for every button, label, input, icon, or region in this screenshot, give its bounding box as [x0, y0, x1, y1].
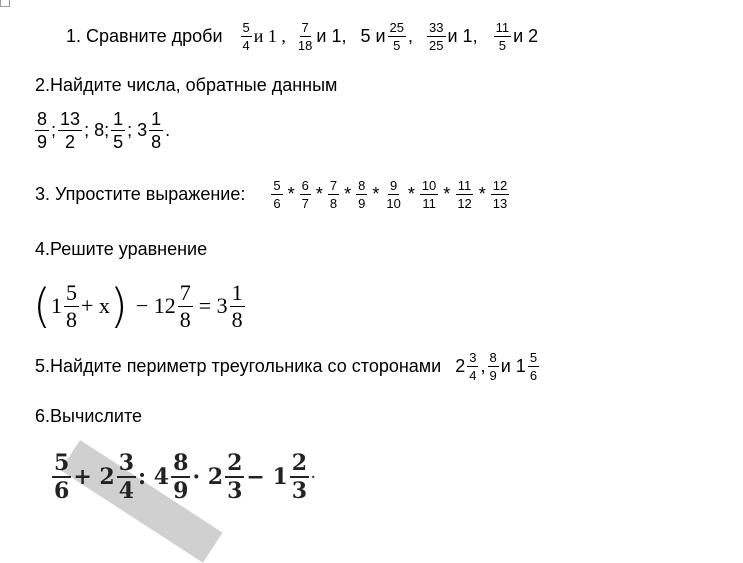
- multiply-operator: *: [287, 183, 295, 204]
- task-6-expression: [50, 446, 315, 508]
- heading: 4.Решите уравнение: [35, 238, 208, 259]
- task-1-label: 1. Сравните дроби: [66, 25, 223, 46]
- fraction: $\frac{8}{9}$: [173, 450, 189, 504]
- task-4-label: [35, 236, 207, 262]
- fraction: $\frac{2}{3}$: [227, 450, 243, 504]
- text: ; 8;: [84, 119, 110, 140]
- fraction: $\frac{5}{6}$: [529, 349, 538, 383]
- multiply-operator: *: [478, 183, 486, 204]
- text: и 1: [500, 355, 526, 376]
- fraction: $\frac{7}{18}$: [297, 19, 313, 53]
- fraction: $\frac{5}{8}$: [65, 279, 77, 332]
- text: 2: [455, 355, 466, 376]
- text: и 1 ,: [253, 25, 286, 46]
- fraction: $\frac{12}{13}$: [492, 177, 508, 211]
- fraction: $\frac{5}{6}$: [54, 450, 70, 504]
- fraction: $\frac{10}{11}$: [421, 177, 437, 211]
- text: ; 3: [127, 119, 148, 140]
- fraction: $\frac{33}{25}$: [429, 19, 444, 53]
- text: + x: [80, 293, 110, 318]
- paren: ): [109, 279, 128, 333]
- multiply-operator: *: [443, 183, 451, 204]
- task-3-label: 3. Упростите выражение:: [35, 183, 246, 204]
- text: ;: [51, 119, 57, 140]
- multiply-operator: *: [372, 183, 380, 204]
- multiply-operator: *: [344, 183, 352, 204]
- fraction: $\frac{5}{6}$: [273, 177, 281, 211]
- corner-mark: [0, 0, 10, 7]
- text: = 3: [198, 293, 228, 318]
- fraction: $\frac{13}{2}$: [60, 108, 81, 152]
- text: − 12: [135, 293, 176, 318]
- multiply-operator: *: [407, 183, 415, 204]
- text: 1: [50, 293, 62, 318]
- fraction: $\frac{3}{4}$: [469, 349, 477, 383]
- text: · 2: [192, 464, 224, 490]
- heading: 2.Найдите числа, обратные данным: [35, 74, 338, 95]
- text: и 1,: [447, 25, 478, 46]
- fraction: $\frac{3}{4}$: [118, 450, 135, 504]
- multiply-operator: *: [315, 183, 323, 204]
- fraction: $\frac{8}{9}$: [358, 177, 366, 211]
- task-6-label: [35, 403, 142, 429]
- heading: 6.Вычислите: [35, 405, 142, 426]
- text: − 1: [246, 464, 288, 490]
- fraction: $\frac{1}{8}$: [151, 108, 162, 152]
- fraction: $\frac{9}{10}$: [386, 177, 401, 211]
- fraction: $\frac{7}{8}$: [329, 177, 338, 211]
- text: : 4: [138, 464, 170, 490]
- paren: (: [33, 279, 51, 333]
- text: ,: [408, 25, 414, 46]
- text: и 2: [513, 25, 539, 46]
- fraction: $\frac{1}{5}$: [113, 108, 124, 152]
- text: ·: [311, 470, 316, 484]
- fraction: $\frac{11}{5}$: [495, 19, 510, 53]
- text: .: [165, 119, 171, 140]
- task-2-numbers: [33, 102, 170, 158]
- task-5: [35, 344, 541, 388]
- text: ,: [480, 355, 486, 376]
- task-2-label: [35, 72, 337, 98]
- task-3-expression: [269, 179, 511, 210]
- task-4-equation: [33, 276, 247, 336]
- fraction: $\frac{25}{5}$: [389, 19, 405, 53]
- fraction: $\frac{11}{12}$: [457, 177, 472, 211]
- task-5-label: 5.Найдите периметр треугольника со сторонами: [35, 355, 442, 376]
- text: и 1,: [316, 25, 347, 46]
- fraction: $\frac{5}{4}$: [242, 19, 250, 53]
- fraction: $\frac{8}{9}$: [489, 349, 497, 383]
- fraction: $\frac{7}{8}$: [179, 279, 191, 332]
- text: + 2: [73, 464, 115, 490]
- text: 5 и: [360, 25, 386, 46]
- fraction: $\frac{2}{3}$: [291, 450, 308, 504]
- task-3: [35, 170, 511, 218]
- fraction: $\frac{8}{9}$: [37, 108, 48, 152]
- fraction: $\frac{1}{8}$: [231, 279, 243, 332]
- task-1: [66, 16, 538, 56]
- fraction: $\frac{6}{7}$: [301, 177, 309, 211]
